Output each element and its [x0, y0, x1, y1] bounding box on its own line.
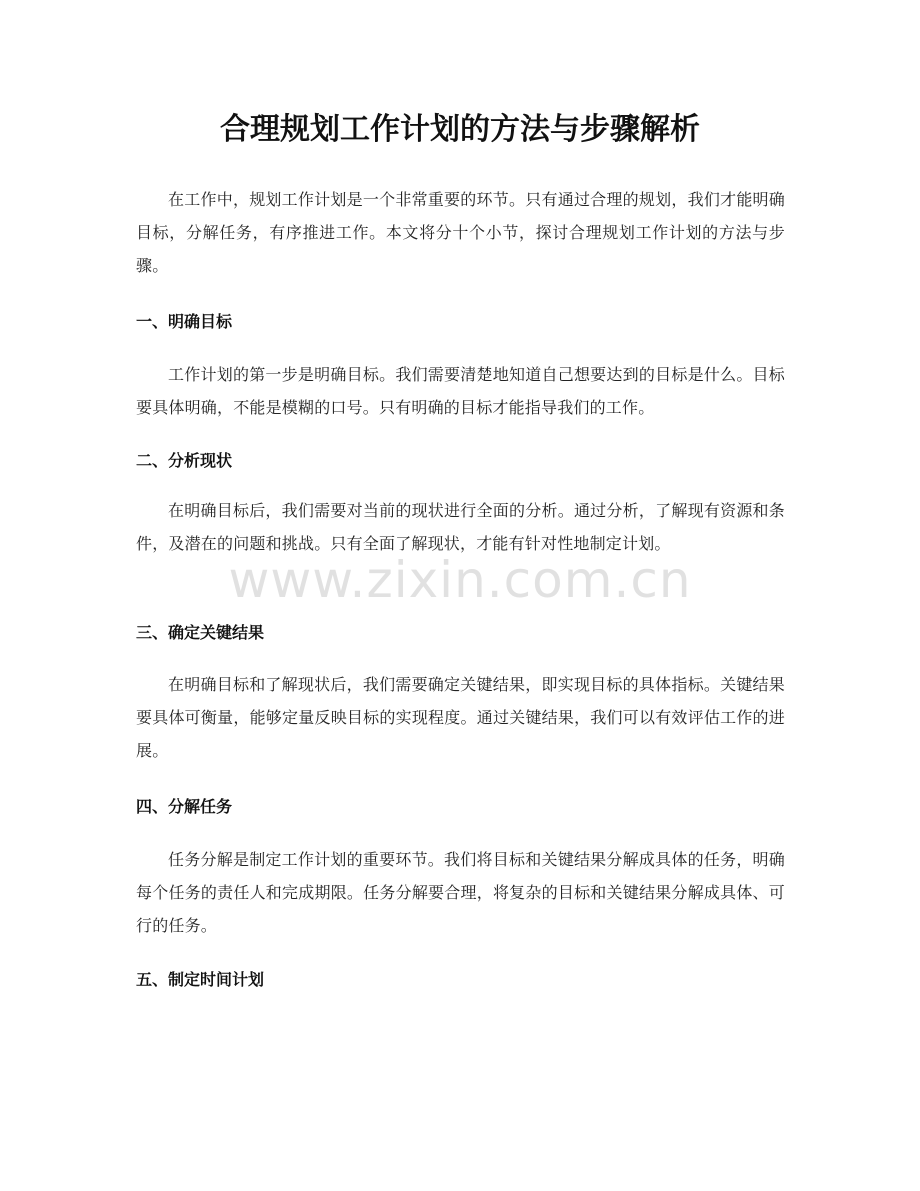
section-body-3: 在明确目标和了解现状后，我们需要确定关键结果，即实现目标的具体指标。关键结果要具体可衡量，能够定量反映目标的实现程度。通过关键结果，我们可以有效评估工作的进展。 — [136, 675, 785, 760]
section-body-1: 工作计划的第一步是明确目标。我们需要清楚地知道自己想要达到的目标是什么。目标要具体明确，不能是模糊的口号。只有明确的目标才能指导我们的工作。 — [136, 365, 785, 417]
intro-paragraph: 在工作中，规划工作计划是一个非常重要的环节。只有通过合理的规划，我们才能明确目标，分解任务，有序推进工作。本文将分十个小节，探讨合理规划工作计划的方法与步骤。 — [136, 190, 785, 275]
section-body-4: 任务分解是制定工作计划的重要环节。我们将目标和关键结果分解成具体的任务，明确每个任务的责任人和完成期限。任务分解要合理，将复杂的目标和关键结果分解成具体、可行的任务。 — [136, 850, 785, 935]
document-title: 合理规划工作计划的方法与步骤解析 — [220, 112, 700, 147]
section-body-2: 在明确目标后，我们需要对当前的现状进行全面的分析。通过分析，了解现有资源和条件，及潜在的问题和挑战。只有全面了解现状，才能有针对性地制定计划。 — [136, 501, 785, 553]
section-heading-5: 五、制定时间计划 — [136, 970, 265, 989]
section-heading-3: 三、确定关键结果 — [136, 623, 265, 642]
section-heading-1: 一、明确目标 — [136, 312, 233, 331]
section-heading-2: 二、分析现状 — [136, 451, 233, 470]
watermark: www.zixin.com.cn — [228, 551, 692, 609]
section-heading-4: 四、分解任务 — [136, 797, 233, 816]
